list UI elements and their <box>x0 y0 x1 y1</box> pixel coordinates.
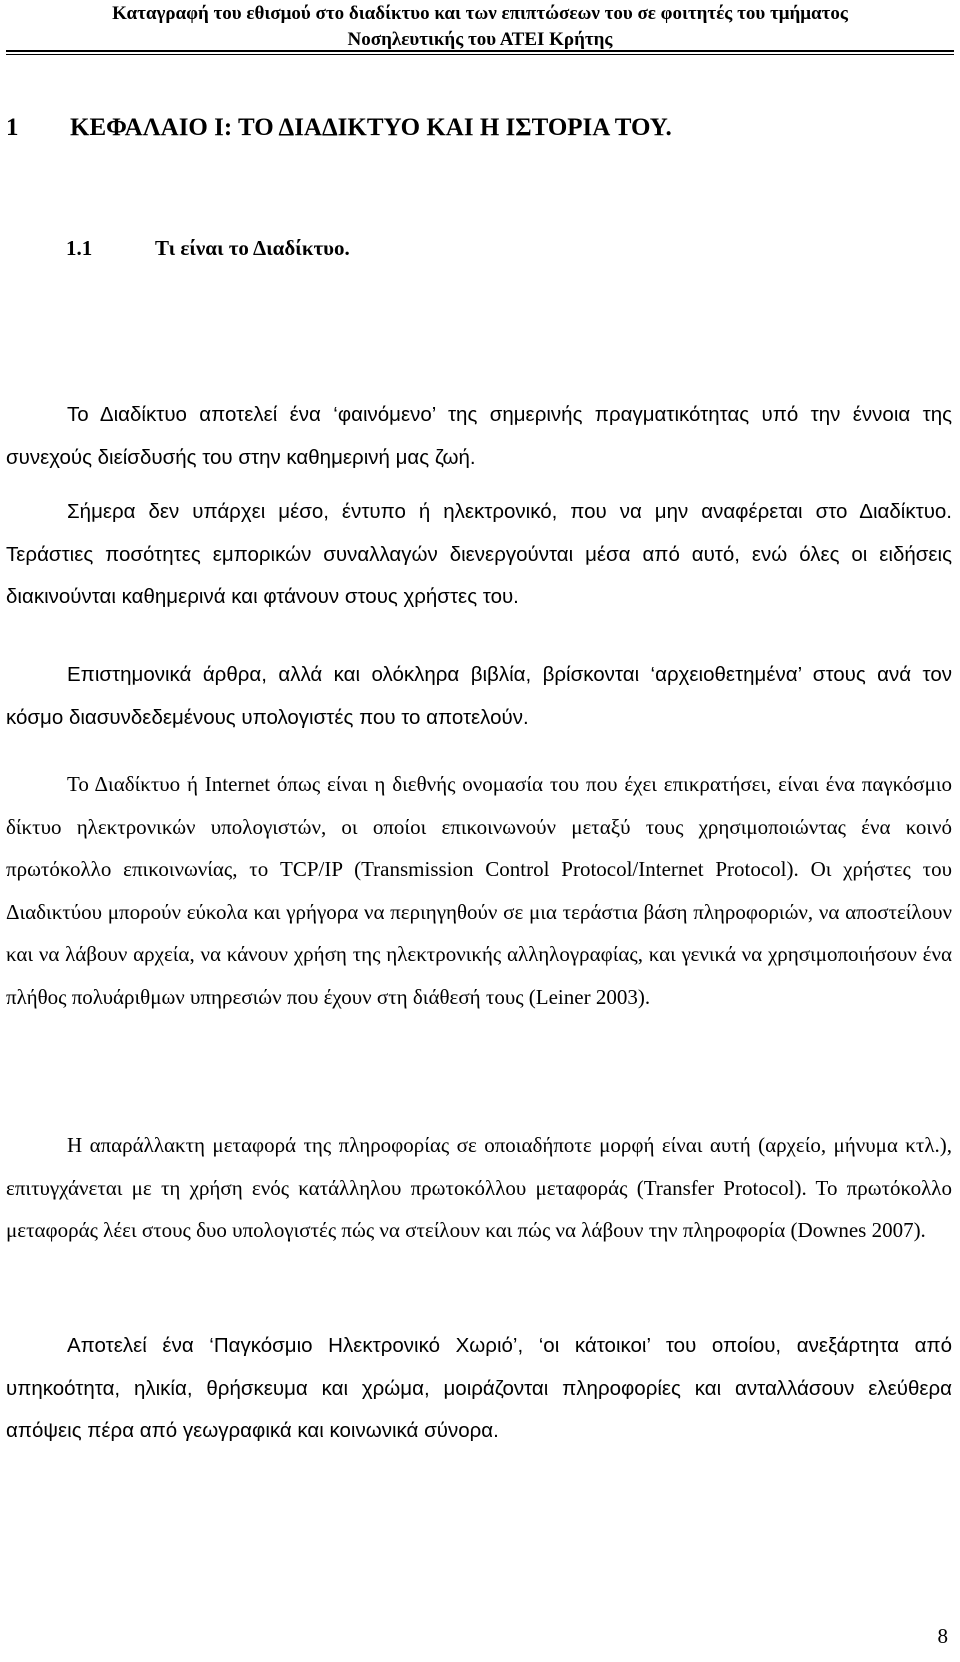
section-title: Τι είναι το Διαδίκτυο. <box>155 236 350 260</box>
paragraph-3: Επιστημονικά άρθρα, αλλά και ολόκληρα βιβλία, βρίσκονται ‘αρχειοθετημένα’ στους ανά τον κόσμο διασυνδεδεμένους υπολογιστές που το αποτελούν. <box>6 663 952 729</box>
header-rule-thin <box>6 54 954 55</box>
page-number: 8 <box>937 1624 948 1648</box>
chapter-number: 1 <box>6 114 19 141</box>
paragraph-5: Η απαράλλακτη μεταφορά της πληροφορίας σε οποιαδήποτε μορφή είναι αυτή (αρχείο, μήνυμα κτλ.), επιτυγχάνεται με τη χρήση ενός κατάλληλου πρωτοκόλλου μεταφοράς (Transfer Protocol). Το πρωτόκολλο μεταφοράς λέει στους δυο υπολογιστές πώς να στείλουν και πώς να λάβουν την πληροφορία (Downes 2007). <box>6 1133 952 1242</box>
section-heading <box>66 234 350 262</box>
section-number: 1.1 <box>66 236 93 260</box>
chapter-heading <box>6 113 672 143</box>
paragraph-1: Το Διαδίκτυο αποτελεί ένα ‘φαινόμενο’ της σημερινής πραγματικότητας υπό την έννοια της συνεχούς διείσδυσής του στην καθημερινή μας ζωή. <box>6 403 952 469</box>
running-header-line-1: Καταγραφή του εθισμού στο διαδίκτυο και των επιπτώσεων του σε φοιτητές του τμήματος <box>112 3 848 24</box>
paragraph-4: Το Διαδίκτυο ή Internet όπως είναι η διεθνής ονομασία του που έχει επικρατήσει, είναι ένα παγκόσμιο δίκτυο ηλεκτρονικών υπολογιστών, οι οποίοι επικοινωνούν μεταξύ τους χρησιμοποιώντας ένα κοινό πρωτόκολλο επικοινωνίας, το TCP/IP (Transmission Control Protocol/Internet Protocol). Οι χρήστες του Διαδικτύου μπορούν εύκολα και γρήγορα να περιηγηθούν σε μια τεράστια βάση πληροφοριών, να αποστείλουν και να λάβουν αρχεία, να κάνουν χρήση της ηλεκτρονικής αλληλογραφίας, και γενικά να χρησιμοποιήσουν ένα πλήθος πολυάριθμων υπηρεσιών που έχουν στη διάθεσή τους (Leiner 2003). <box>6 772 952 1009</box>
chapter-title: ΚΕΦΑΛΑΙΟ Ι: ΤΟ ΔΙΑΔΙΚΤΥΟ ΚΑΙ Η ΙΣΤΟΡΙΑ ΤΟΥ. <box>70 114 672 141</box>
running-header-line-2: Νοσηλευτικής του ΑΤΕΙ Κρήτης <box>347 29 613 50</box>
paragraph-6: Αποτελεί ένα ‘Παγκόσμιο Ηλεκτρονικό Χωριό’, ‘οι κάτοικοι’ του οποίου, ανεξάρτητα από υπηκοότητα, ηλικία, θρήσκευμα και χρώμα, μοιράζονται πληροφορίες και ανταλλάσουν ελεύθερα απόψεις πέρα από γεωγραφικά και κοινωνικά σύνορα. <box>6 1334 952 1442</box>
header-rule-thick <box>6 50 954 52</box>
running-header <box>0 0 960 53</box>
paragraph-2: Σήμερα δεν υπάρχει μέσο, έντυπο ή ηλεκτρονικό, που να μην αναφέρεται στο Διαδίκτυο. Τεράστιες ποσότητες εμπορικών συναλλαγών διενεργούνται μέσα από αυτό, ενώ όλες οι ειδήσεις διακινούνται καθημερινά και φτάνουν στους χρήστες του. <box>6 500 952 608</box>
